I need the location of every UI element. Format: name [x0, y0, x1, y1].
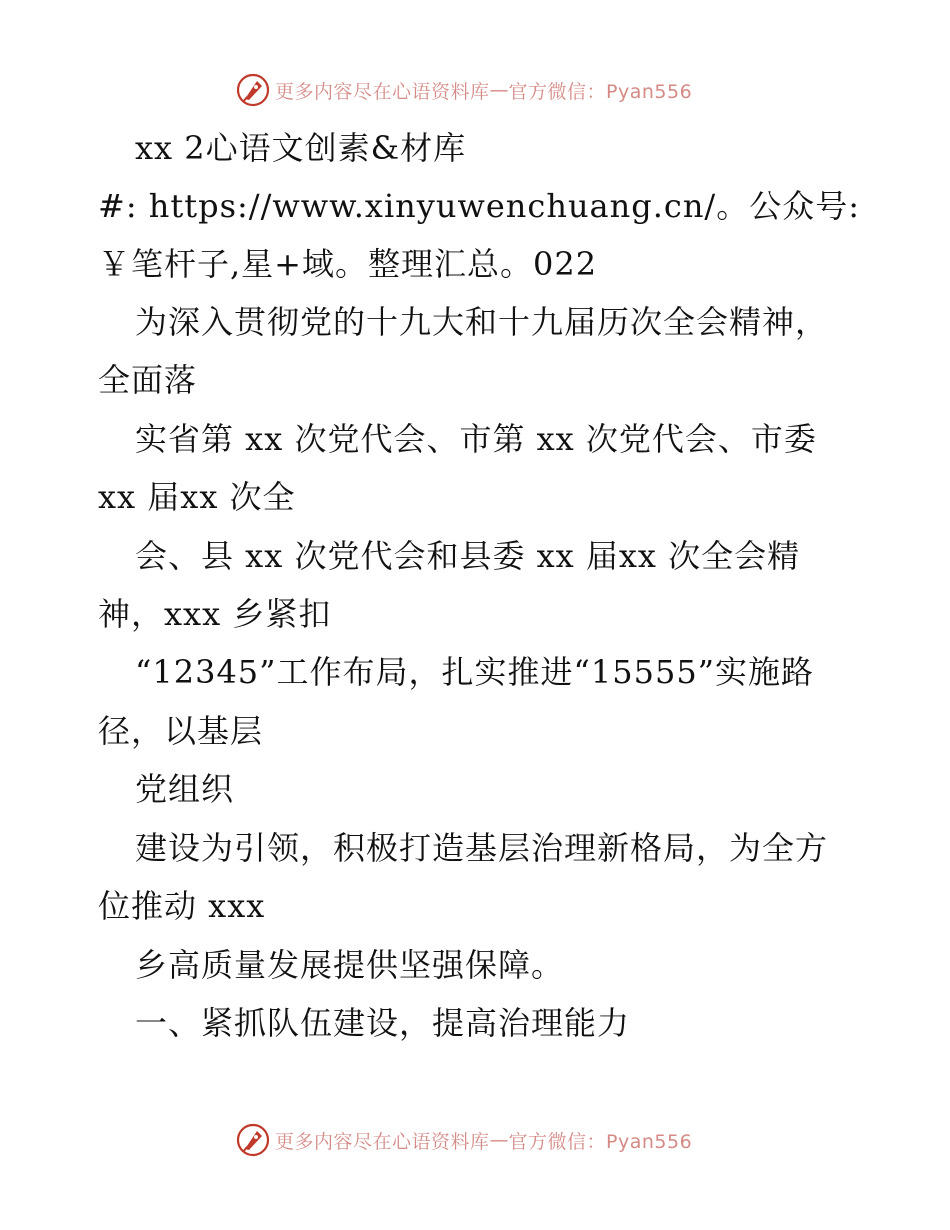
pen-nib-icon: [235, 1122, 271, 1158]
text-line: 径，以基层: [98, 712, 264, 750]
text-line: 为深入贯彻党的十九大和十九届历次全会精神，: [135, 303, 829, 341]
text-line: “12345”工作布局，扎实推进“15555”实施路: [135, 653, 815, 691]
text-line: 神，xxx 乡紧扣: [98, 595, 332, 633]
text-line: ￥笔杆子,星+域。整理汇总。022: [98, 245, 598, 283]
section-heading: 一、紧抓队伍建设，提高治理能力: [135, 1004, 631, 1042]
banner-separator: —: [489, 79, 509, 101]
text-line: xx 2心语文创素&材库: [135, 129, 467, 167]
text-line: 全面落: [98, 361, 198, 399]
text-line: 实省第 xx 次党代会、市第 xx 次党代会、市委: [135, 420, 817, 458]
text-line: 会、县 xx 次党代会和县委 xx 届xx 次全会精: [135, 537, 801, 575]
pen-nib-icon: [235, 72, 271, 108]
text-line: 乡高质量发展提供坚强保障。: [135, 946, 565, 984]
banner-text: 更多内容尽在心语资料库: [275, 1130, 490, 1153]
banner-text: 更多内容尽在心语资料库: [275, 80, 490, 103]
header-banner: [235, 72, 692, 108]
footer-banner: [235, 1122, 692, 1158]
text-line: xx 届xx 次全: [98, 478, 296, 516]
text-line: 建设为引领，积极打造基层治理新格局，为全方: [135, 829, 829, 867]
text-line: #: https://www.xinyuwenchuang.cn/。公众号:: [98, 187, 860, 225]
text-line: 党组织: [135, 770, 235, 808]
text-line: 位推动 xxx: [98, 887, 266, 925]
banner-official: 官方微信：Pyan556: [508, 80, 693, 103]
banner-separator: —: [489, 1129, 509, 1151]
banner-official: 官方微信：Pyan556: [508, 1130, 693, 1153]
